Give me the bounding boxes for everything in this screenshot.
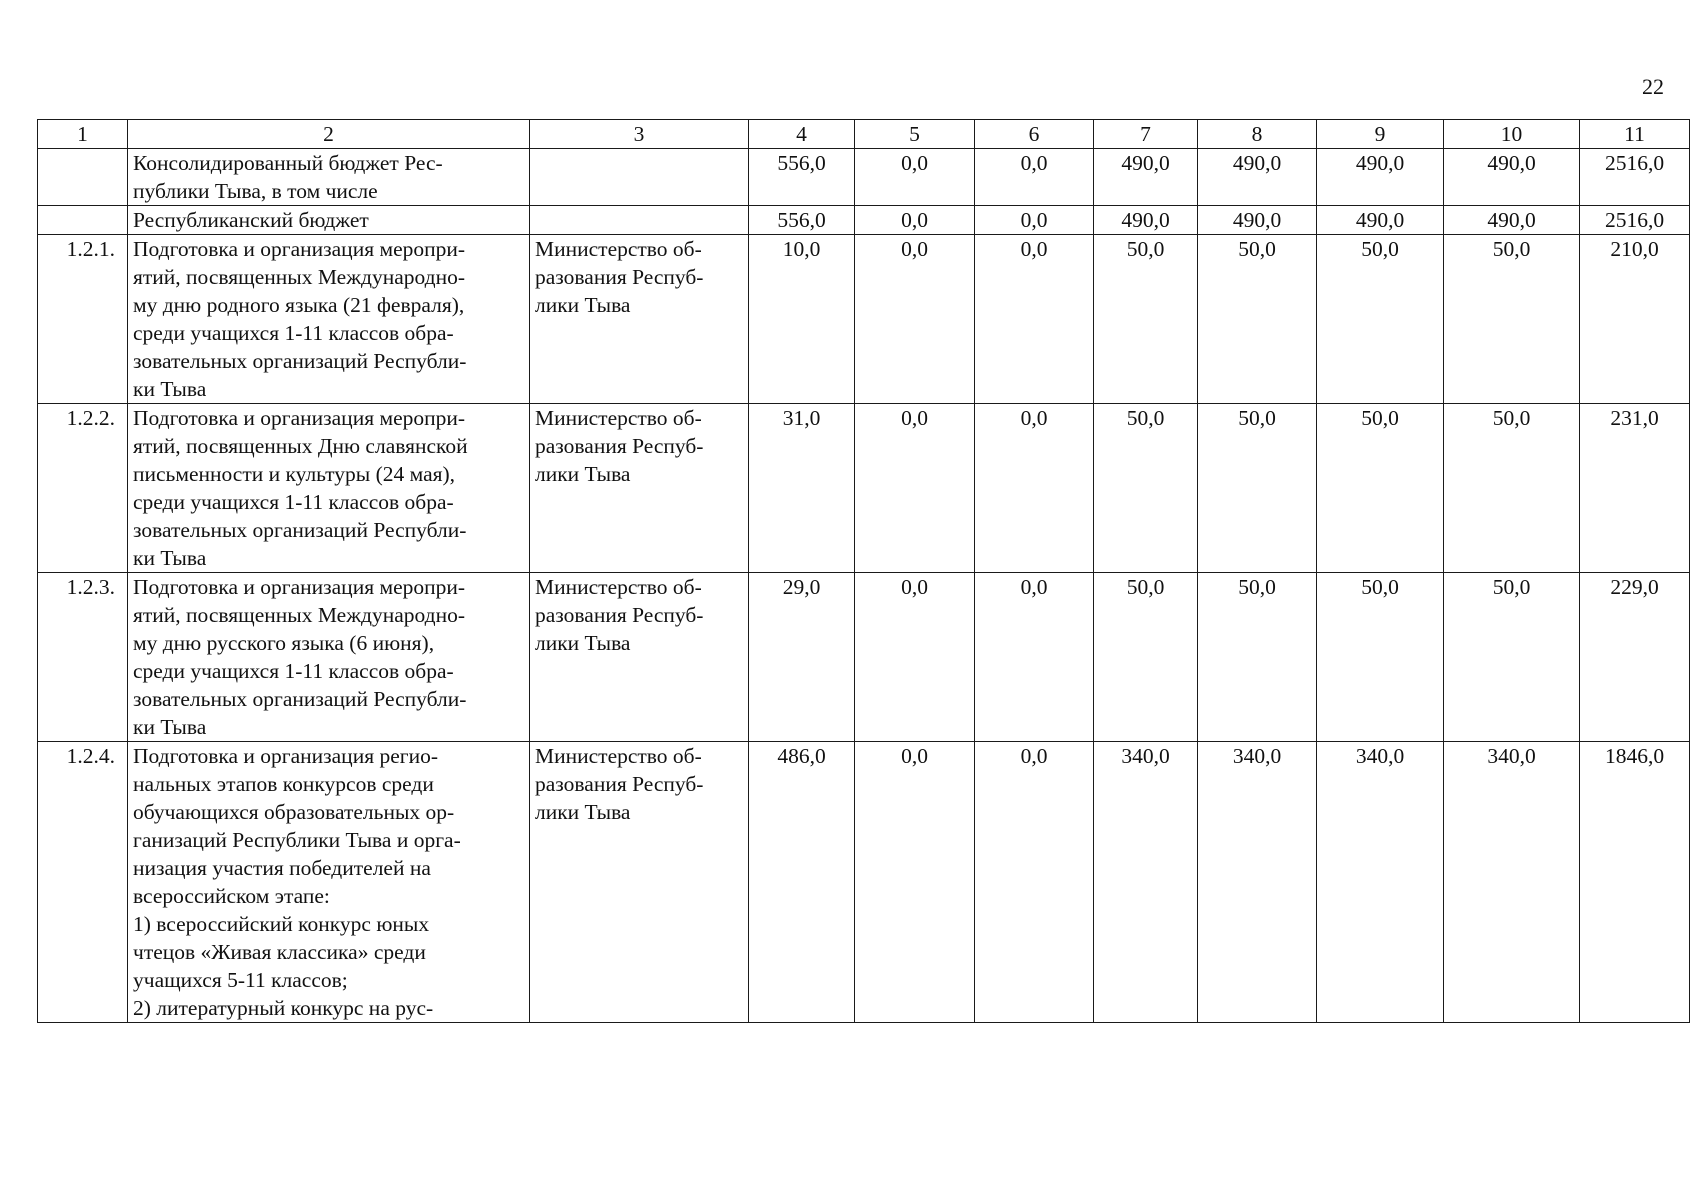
row-value-col-9: 50,0 [1317, 404, 1444, 573]
row-value-col-7: 340,0 [1094, 742, 1198, 1023]
column-header-9: 9 [1317, 120, 1444, 149]
row-name-line: среди учащихся 1-11 классов обра- [133, 659, 454, 683]
row-value-col-5: 0,0 [855, 573, 975, 742]
row-name-line: зовательных организаций Республи- [133, 349, 467, 373]
row-value-col-10: 340,0 [1444, 742, 1580, 1023]
column-header-8: 8 [1198, 120, 1317, 149]
row-code: 1.2.1. [38, 235, 128, 404]
column-header-2: 2 [128, 120, 530, 149]
row-value-col-7: 50,0 [1094, 235, 1198, 404]
row-code [38, 149, 128, 206]
row-executor [530, 573, 749, 742]
row-name-line: ки Тыва [133, 715, 207, 739]
table-row [38, 149, 1690, 206]
column-header-10: 10 [1444, 120, 1580, 149]
row-value-col-11: 229,0 [1580, 573, 1690, 742]
row-value-col-6: 0,0 [975, 742, 1094, 1023]
row-value-col-11: 1846,0 [1580, 742, 1690, 1023]
row-value-col-8: 340,0 [1198, 742, 1317, 1023]
row-value-col-10: 50,0 [1444, 235, 1580, 404]
row-value-col-7: 50,0 [1094, 573, 1198, 742]
row-name-line: ятий, посвященных Международно- [133, 265, 466, 289]
row-value-col-11: 210,0 [1580, 235, 1690, 404]
row-value-col-8: 50,0 [1198, 235, 1317, 404]
row-name-line: зовательных организаций Республи- [133, 518, 467, 542]
budget-table [37, 119, 1690, 1023]
row-executor [530, 235, 749, 404]
row-name-line: 2) литературный конкурс на рус- [133, 996, 434, 1020]
row-value-col-8: 50,0 [1198, 404, 1317, 573]
row-executor [530, 404, 749, 573]
row-value-col-6: 0,0 [975, 235, 1094, 404]
row-executor-line: разования Респуб- [535, 603, 704, 627]
row-value-col-4: 31,0 [749, 404, 855, 573]
row-name-line: письменности и культуры (24 мая), [133, 462, 456, 486]
row-executor-line: разования Респуб- [535, 434, 704, 458]
row-value-col-4: 29,0 [749, 573, 855, 742]
row-name [128, 149, 530, 206]
row-name-line: публики Тыва, в том числе [133, 179, 378, 203]
row-value-col-9: 490,0 [1317, 149, 1444, 206]
row-executor [530, 742, 749, 1023]
row-executor-line: разования Респуб- [535, 265, 704, 289]
row-name [128, 206, 530, 235]
row-value-col-9: 50,0 [1317, 573, 1444, 742]
row-name-line: Подготовка и организация регио- [133, 744, 438, 768]
row-value-col-7: 50,0 [1094, 404, 1198, 573]
row-executor-line: лики Тыва [535, 293, 631, 317]
row-value-col-9: 50,0 [1317, 235, 1444, 404]
row-code: 1.2.4. [38, 742, 128, 1023]
row-value-col-8: 490,0 [1198, 149, 1317, 206]
row-name [128, 742, 530, 1023]
row-name-line: среди учащихся 1-11 классов обра- [133, 321, 454, 345]
row-executor-line: Министерство об- [535, 237, 702, 261]
row-value-col-8: 50,0 [1198, 573, 1317, 742]
row-value-col-10: 50,0 [1444, 404, 1580, 573]
row-value-col-7: 490,0 [1094, 149, 1198, 206]
row-executor-line: лики Тыва [535, 800, 631, 824]
row-name-line: ки Тыва [133, 377, 207, 401]
row-name-line: Подготовка и организация меропри- [133, 237, 466, 261]
column-header-11: 11 [1580, 120, 1690, 149]
row-code: 1.2.3. [38, 573, 128, 742]
row-value-col-10: 490,0 [1444, 149, 1580, 206]
row-name-line: Подготовка и организация меропри- [133, 406, 466, 430]
table-row [38, 573, 1690, 742]
row-value-col-4: 556,0 [749, 149, 855, 206]
column-header-7: 7 [1094, 120, 1198, 149]
row-name-line: ки Тыва [133, 546, 207, 570]
row-value-col-4: 10,0 [749, 235, 855, 404]
row-name-line: ятий, посвященных Дню славянской [133, 434, 468, 458]
row-executor [530, 149, 749, 206]
row-value-col-6: 0,0 [975, 149, 1094, 206]
row-executor-line: лики Тыва [535, 462, 631, 486]
row-value-col-8: 490,0 [1198, 206, 1317, 235]
row-value-col-5: 0,0 [855, 206, 975, 235]
row-value-col-9: 340,0 [1317, 742, 1444, 1023]
row-name-line: Подготовка и организация меропри- [133, 575, 466, 599]
column-header-6: 6 [975, 120, 1094, 149]
column-header-5: 5 [855, 120, 975, 149]
row-value-col-6: 0,0 [975, 206, 1094, 235]
column-header-3: 3 [530, 120, 749, 149]
row-name-line: ганизаций Республики Тыва и орга- [133, 828, 461, 852]
row-value-col-5: 0,0 [855, 149, 975, 206]
row-value-col-11: 2516,0 [1580, 149, 1690, 206]
table-row [38, 235, 1690, 404]
row-name-line: обучающихся образовательных ор- [133, 800, 455, 824]
row-name-line: му дню родного языка (21 февраля), [133, 293, 465, 317]
column-header-4: 4 [749, 120, 855, 149]
row-code: 1.2.2. [38, 404, 128, 573]
row-value-col-11: 231,0 [1580, 404, 1690, 573]
row-name-line: 1) всероссийский конкурс юных [133, 912, 430, 936]
row-name-line: низация участия победителей на [133, 856, 431, 880]
row-value-col-6: 0,0 [975, 573, 1094, 742]
row-value-col-5: 0,0 [855, 742, 975, 1023]
row-name-line: Консолидированный бюджет Рес- [133, 151, 443, 175]
row-executor-line: Министерство об- [535, 744, 702, 768]
row-name-line: чтецов «Живая классика» среди [133, 940, 426, 964]
row-value-col-10: 50,0 [1444, 573, 1580, 742]
row-name-line: Республиканский бюджет [133, 208, 369, 232]
column-header-1: 1 [38, 120, 128, 149]
row-value-col-7: 490,0 [1094, 206, 1198, 235]
row-executor-line: лики Тыва [535, 631, 631, 655]
row-value-col-4: 486,0 [749, 742, 855, 1023]
row-name-line: зовательных организаций Республи- [133, 687, 467, 711]
row-executor-line: Министерство об- [535, 406, 702, 430]
page-number: 22 [1642, 74, 1664, 99]
row-value-col-10: 490,0 [1444, 206, 1580, 235]
row-code [38, 206, 128, 235]
row-name-line: всероссийском этапе: [133, 884, 330, 908]
row-executor-line: Министерство об- [535, 575, 702, 599]
row-name-line: учащихся 5-11 классов; [133, 968, 348, 992]
row-value-col-5: 0,0 [855, 235, 975, 404]
table-row [38, 404, 1690, 573]
row-name [128, 573, 530, 742]
row-value-col-5: 0,0 [855, 404, 975, 573]
row-name-line: ятий, посвященных Международно- [133, 603, 466, 627]
table-row [38, 742, 1690, 1023]
row-executor [530, 206, 749, 235]
row-value-col-9: 490,0 [1317, 206, 1444, 235]
row-name [128, 235, 530, 404]
row-executor-line: разования Респуб- [535, 772, 704, 796]
row-name-line: му дню русского языка (6 июня), [133, 631, 435, 655]
row-value-col-6: 0,0 [975, 404, 1094, 573]
row-name [128, 404, 530, 573]
row-name-line: среди учащихся 1-11 классов обра- [133, 490, 454, 514]
row-name-line: нальных этапов конкурсов среди [133, 772, 434, 796]
column-number-row [38, 120, 1690, 149]
table-row [38, 206, 1690, 235]
row-value-col-11: 2516,0 [1580, 206, 1690, 235]
row-value-col-4: 556,0 [749, 206, 855, 235]
